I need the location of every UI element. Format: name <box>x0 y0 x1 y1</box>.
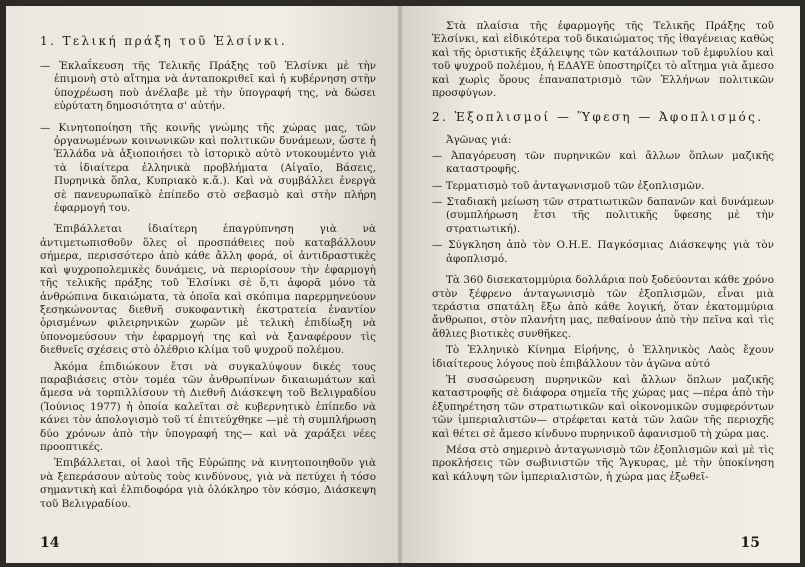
list-item: — Σταδιακὴ μείωση τῶν στρατιωτικῶν δαπανῶν καὶ δυνάμεων (συμπλήρωση ἔτσι τῆς πολιτικῆς ὕφεσης μὲ τὴν στρατιωτική). <box>432 196 774 235</box>
paragraph: Μέσα στὸ σημερινὸ ἀνταγωνισμὸ τῶν ἐξοπλισμῶν καὶ μὲ τὶς προκλήσεις τῶν σωβινιστῶν τῆς Ἄγκυρας, μὲ τὴν ὑποκίνηση καὶ κάλυψη τῶν ἰμπεριαλιστῶν, ἡ χώρα μας ἐξωθεῖ- <box>432 443 774 483</box>
list-item: — Ἀπαγόρευση τῶν πυρηνικῶν καὶ ἄλλων ὅπλων μαζικῆς καταστροφῆς. <box>432 149 774 176</box>
paragraph: Ἡ συσσώρευση πυρηνικῶν καὶ ἄλλων ὅπλων μαζικῆς καταστροφῆς σὲ διάφορα σημεῖα τῆς χώρας μας —πέρα ἀπὸ τὴν ἐξυπηρέτηση τῶν στρατιωτικῶν καὶ οἰκονομικῶν συμφερόντων τῶν ἰμπεριαλιστῶν— στρέφεται κατὰ τῶν λαῶν τῆς περιοχῆς καὶ θέτει σὲ ἄμεσο κίνδυνο πυρηνικοῦ ἀφανισμοῦ τὴ χώρα μας. <box>432 373 774 440</box>
left-page <box>6 6 398 563</box>
paragraph: Ἐπιβάλλεται ἰδιαίτερη ἐπαγρύπνηση γιὰ νὰ ἀντιμετωπισθοῦν ὅλες οἱ προσπάθειες ποὺ καταβάλλουν σήμερα, περισσότερο ἀπὸ κάθε ἄλλη φορά, οἱ ἀντιδραστικὲς καὶ ψυχροπολεμικὲς δυνάμεις, νὰ περιορίσουν τὴν ἐφαρμογὴ τῆς τελικῆς πράξης τοῦ Ἑλσίνκι σὲ ὅ,τι ἀφορᾶ μόνο τὰ ἀνθρώπινα δικαιώματα, τὰ ὁποῖα καὶ σκόπιμα παρερμηνεύουν ξεσηκώνοντας διεθνῆ συκοφαντικὴ ἐκστρατεία ἐναντίον ὁρισμένων φιλειρηνικῶν χωρῶν μὲ τελικὴ ἐπιδίωξη νὰ ὑπονομεύσουν τὴν ἐφαρμογή της καὶ νὰ ξαναφέρουν τὶς διεθνεῖς σχέσεις στὸ ὀλέθριο κλίμα τοῦ ψυχροῦ πολέμου. <box>40 223 376 357</box>
list-label: Ἀγῶνας γιά: <box>446 134 512 147</box>
page-number: 14 <box>40 535 60 551</box>
paragraph: Στὰ πλαίσια τῆς ἐφαρμογῆς τῆς Τελικῆς Πράξης τοῦ Ἑλσίνκι, καὶ εἰδικότερα τοῦ δικαιώματος τῆς ἰθαγένειας καθὼς καὶ τῆς ὁριστικῆς ἐξάλειψης τῶν κατάλοιπων τοῦ ἐμφυλίου καὶ τοῦ ψυχροῦ πολέμου, ἡ ΕΔΑΥΕ ὑποστηρίζει τὸ αἴτημα γιὰ ἄμεσο καὶ χωρὶς ὅρους ἐπαναπατρισμὸ τῶν Ἑλλήνων πολιτικῶν προσφύγων. <box>432 20 774 100</box>
paragraph: Ἀκόμα ἐπιδιώκουν ἔτσι νὰ συγκαλύψουν δικές τους παραβιάσεις στὸν τομέα τῶν ἀνθρωπίνων δικαιωμάτων καὶ ἄμεσα νὰ τορπιλλίσουν τὴ Διεθνῆ Διάσκεψη τοῦ Βελιγραδίου (Ἰούνιος 1977) ἡ ὁποία καλεῖται σὲ κυβερνητικὸ ἐπίπεδο νὰ κάνει τὸν ἀπολογισμὸ τοῦ τί ἐπιτεύχθηκε —μὲ τὴ συμπλήρωση δύο χρόνων ἀπὸ τὴν ὑπογραφή της— καὶ νὰ χαράξει νέες προοπτικές. <box>40 360 376 453</box>
right-page <box>402 6 800 563</box>
page-number: 15 <box>740 535 760 551</box>
paragraph: Ἐπιβάλλεται, οἱ λαοὶ τῆς Εὐρώπης νὰ κινητοποιηθοῦν γιὰ νὰ ξεπεράσουν αὐτοὺς τοὺς κινδύνους, γιὰ νὰ πετύχει ἡ τόσο σημαντικὴ καὶ ἐλπιδοφόρα γιὰ ὁλόκληρο τὸν κόσμο, Διάσκεψη τοῦ Βελιγραδίου. <box>40 457 376 510</box>
paragraph: Τὰ 360 δισεκατομμύρια δολλάρια ποὺ ξοδεύονται κάθε χρόνο στὸν ξέφρενο ἀνταγωνισμὸ τῶν ἐξοπλισμῶν, εἶναι μιὰ τεράστια σπατάλη ἔξω ἀπὸ κάθε λογική, ὅταν ἑκατομμύρια ἄνθρωποι, στὸν πλανήτη μας, πεθαίνουν ἀπὸ τὴν πεῖνα καὶ τὶς ἄθλιες βιοτικὲς συνθῆκες. <box>432 274 774 340</box>
list-item: — Κινητοποίηση τῆς κοινῆς γνώμης τῆς χώρας μας, τῶν ὀργανωμένων κοινωνικῶν καὶ πολιτικῶν δυνάμεων, ὥστε ἡ Ἑλλάδα νὰ ἀξιοποιήσει τὸ ἱστορικὸ αὐτὸ ντοκουμέντο γιὰ τὰ ἰδιαίτερα ἑλληνικὰ προβλήματα (Αἰγαῖο, Βάσεις, Πυρηνικὰ ὅπλα, Κυπριακὸ κ.ἄ.). Καὶ νὰ συμβάλλει ἐνεργὰ σὲ πανευρωπαϊκὸ ἐπίπεδο στὸ σεβασμὸ καὶ στὴν πλήρη ἐφαρμογή του. <box>40 121 376 215</box>
paragraph: Τὸ Ἑλληνικὸ Κίνημα Εἰρήνης, ὁ Ἑλληνικὸς Λαὸς ἔχουν ἰδιαίτερους λόγους ποὺ ἐπιβάλλουν τὸν ἀγῶνα αὐτό <box>432 344 774 370</box>
section-title-armaments: 2. Ἐξοπλισμοί — Ὕφεση — Ἀφοπλισμός. <box>432 110 764 125</box>
list-item: — Σύγκληση ἀπὸ τὸν Ο.Η.Ε. Παγκόσμιας Διάσκεψης γιὰ τὸν ἀφοπλισμό. <box>432 239 774 265</box>
section-title-helsinki: 1. Τελική πράξη τοῦ Ἑλσίνκι. <box>40 34 288 48</box>
list-item: — Τερματισμὸ τοῦ ἀνταγωνισμοῦ τῶν ἐξοπλισμῶν. <box>432 179 705 192</box>
list-item: — Ἐκλαΐκευση τῆς Τελικῆς Πράξης τοῦ Ἑλσίνκι μὲ τὴν ἐπιμονὴ στὸ αἴτημα νὰ ἀνταποκριθεῖ καὶ ἡ κυβέρνηση στὴν ὑποχρέωση ποὺ ἀνέλαβε μὲ τὴν ὑπογραφή της, νὰ δώσει εὐρύτατη δημοσιότητα σ' αὐτήν. <box>40 60 376 113</box>
